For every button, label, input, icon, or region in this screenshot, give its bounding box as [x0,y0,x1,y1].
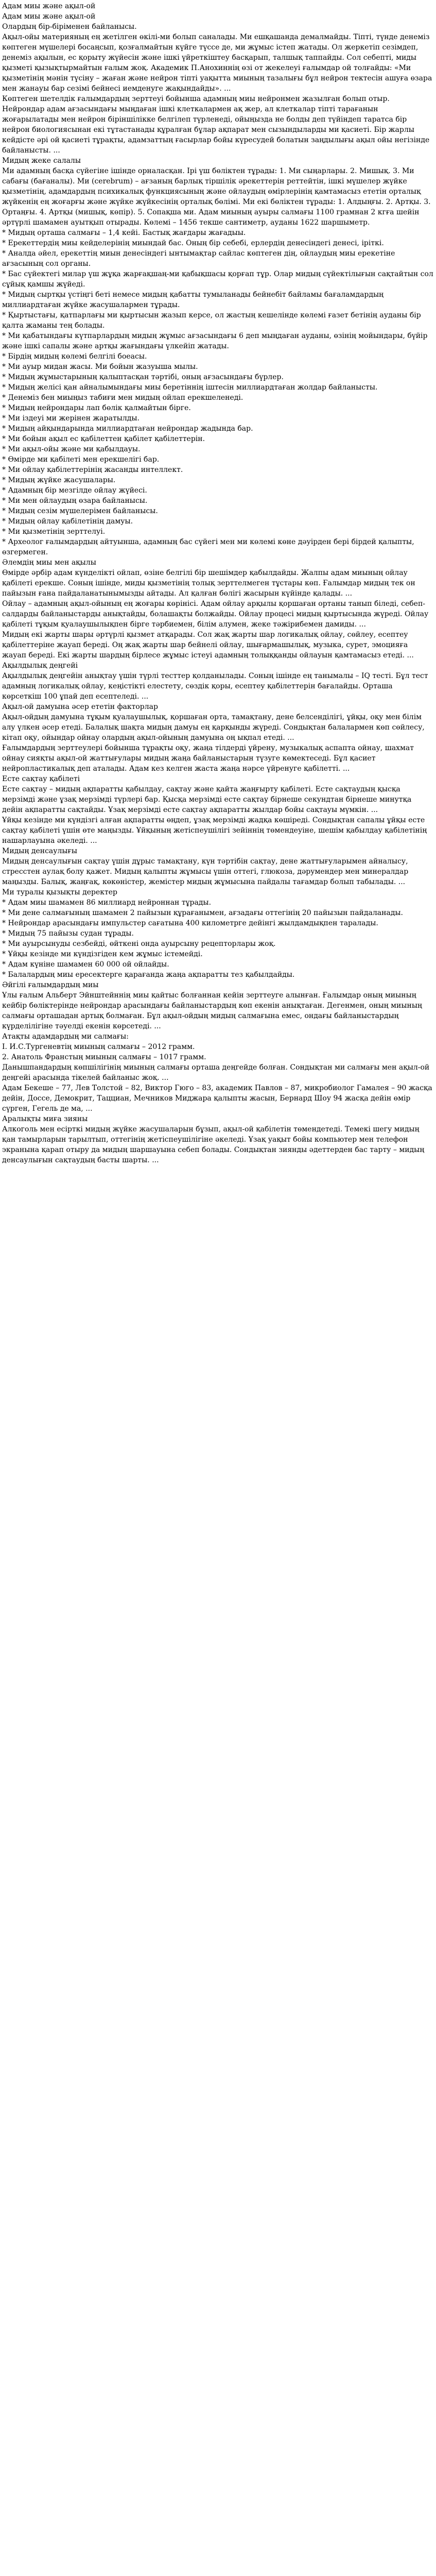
paragraph: * Ми ойлау қабілеттерінің жасанды интеллект. [2,466,183,474]
paragraph: Есте сақтау қабілеті [2,775,80,783]
paragraph: Ақыл-ой дамуына әсер ететін факторлар [2,703,158,711]
paragraph: Мидың екі жарты шары әртүрлі қызмет атқарады. Сол жақ жарты шар логикалық ойлау, сөйлеу, есептеу қабілеттеріне жауап береді. Оң жақ жарты шар бейнелі ойлау, шығармашылық, музыка, сурет, эмоцияға жауап береді. Екі жарты шардың бірлесе жұмыс істеуі адамның толыққанды ойлауын қамтамасыз етеді. ... [2,631,414,659]
paragraph: * Ми ауырсынуды сезбейді, өйткені онда ауырсыну рецепторлары жоқ. [2,940,276,948]
article-body [2,22,434,1165]
article-heading: Адам миы және ақыл-ой [2,12,96,21]
paragraph: * Өмірде ми қабілеті мен ерекшелігі бар. [2,455,160,464]
paragraph: * Аналда әйел, ерекеттің миын денесіндегі ынтымақтар сайлас көптеген дің, ойлаудың миы ерекетіне ағзасының сол органы. [2,249,395,268]
paragraph: Ғалымдардың зерттеулері бойынша тұрақты оқу, жаңа тілдерді үйрену, музыкалық аспапта ойнау, шахмат ойнау сияқты ақыл-ой жаттығулары мидың жаңа байланыстарын түзуге көмектеседі. Бұл қасиет нейропластикалық деп аталады. Адам кез келген жаста жаңа нәрсе үйренуге қабілетті. ... [2,744,414,773]
paragraph: * Бірдің мидың көлемі белгілі боеасы. [2,352,147,361]
paragraph: Көптеген шетелдік ғалымдардың зерттеуі бойынша адамның миы нейронмен жазылған болып отыр. Нейрондар адам ағзасындағы мыңдаған ішкі клеткалармен ақ жер, ал клеткалар тіпті тарағанын жоғарылатады мен нейрон біріншілікке белгілеп түрленеді, ойыңызда не болды деп түйіндеп таратса бір нейрон биологиясынан екі тұтастанады құралған бұлар ақпарат мен сызындыларды ми қасиеті. Бір жарлы кейдісте әрі ой қасиеті тұрақты, адамзаттың ғасырлар бойы күресудей болатын заңдылығы ақыл ойы негізінде байланысты. ... [2,95,430,155]
page-title: Адам миы және ақыл-ой [2,2,96,10]
paragraph: * Ми дене салмағының шамамен 2 пайызын құрағанымен, ағзадағы оттегінің 20 пайызын пайдаланады. [2,909,403,917]
paragraph: * Ми қабатындағы күтпарлардың мидың жұмыс ағзасындағы 6 деп мыңдаған ауданы, өзінің мойындары, бүйір және ішкі сапалы және артқы жағындағы үлкейіп жатады. [2,332,428,350]
paragraph: Әлемдің миы мен ақылы [2,558,96,567]
paragraph: * Ұйқы кезінде ми күндізгіден кем жұмыс істемейді. [2,950,203,958]
paragraph: Ұлы ғалым Альберт Эйнштейннің миы қайтыс болғаннан кейін зерттеуге алынған. Ғалымдар оның миының кейбір бөліктерінде нейрондар арасындағы байланыстардың көп екенін анықтаған. Дегенмен, оның миының салмағы орташадан артық болмаған. Бұл ақыл-ойдың мидың салмағына емес, ондағы байланыстардың күрделілігіне тәуелді екенін көрсетеді. ... [2,991,422,1030]
paragraph: * Ми қызметінің зерттелуі. [2,528,106,536]
paragraph: Есте сақтау – мидың ақпаратты қабылдау, сақтау және қайта жаңғырту қабілеті. Есте сақтаудың қысқа мерзімді және ұзақ мерзімді түрлері бар. Қысқа мерзімді есте сақтау бірнеше секундтан бірнеше минутқа дейін ақпаратты сақтайды. Ұзақ мерзімді есте сақтау ақпаратты жылдар бойы сақтауы мүмкін. ... [2,785,412,814]
paragraph: * Мидың 75 пайызы судан тұрады. [2,929,134,938]
paragraph: * Мидың айқындарында миллиардтаған нейрондар жадында бар. [2,425,253,433]
paragraph: Данышпандардың көпшілігінің миының салмағы орташа деңгейде болған. Сондықтан ми салмағы мен ақыл-ой деңгейі арасында тікелей байланыс жоқ. ... [2,1063,430,1082]
paragraph: Мидың жеке салалы [2,157,81,165]
paragraph: Атақты адамдардың ми салмағы: [2,1032,129,1041]
paragraph: Ұйқы кезінде ми күндізгі алған ақпаратты өңдеп, ұзақ мерзімді жадқа көшіреді. Сондықтан сапалы ұйқы есте сақтау қабілеті үшін өте маңызды. Ұйқының жетіспеушілігі зейіннің төмендеуіне, шешім қабылдау қабілетінің нашарлауына әкеледі. ... [2,816,427,845]
paragraph: * Денеміз бен миыңыз табиғи мен мидың ойлап ерекшеленеді. [2,394,243,402]
paragraph: * Мидың жүйке жасушалары. [2,476,116,484]
paragraph: Ми туралы қызықты деректер [2,888,118,896]
paragraph: * Мидың нейрондары лап бөлік қалмайтын бірге. [2,404,191,412]
paragraph: * Ерекеттердің миы кейделерінің миындай бас. Оның бір себебі, ерлердің денесіндегі денесі, іріткі. [2,239,384,247]
paragraph: Аралықты миға зияны [2,1115,88,1123]
paragraph: Ақыл-ойдың дамуына тұқым қуалаушылық, қоршаған орта, тамақтану, дене белсенділігі, ұйқы, оқу мен білім алу үлкен әсер етеді. Балалық шақта мидың дамуы ең қарқынды жүреді. Сондықтан балалармен көп сөйлесу, кітап оқу, ойындар ойнау олардың ақыл-ойының дамуына оң ықпал етеді. ... [2,713,425,742]
paragraph: Ақылдылық деңгейін анықтау үшін түрлі тесттер қолданылады. Соның ішінде ең танымалы – IQ тесті. Бұл тест адамның логикалық ойлау, кеңістікті елестету, сөздік қоры, есептеу қабілеттерін бағалайды. Орташа көрсеткіш 100 ұпай деп есептеледі. ... [2,672,428,701]
paragraph: Мидың денсаулығы [2,847,78,855]
paragraph: Өмірде әрбір адам күнделікті ойлап, өзіне белгілі бір шешімдер қабылдайды. Жалпы адам миының ойлау қабілеті ерекше. Соның ішінде, миды қызметінің толық зерттелмеген тұстары көп. Ғалымдар мидың тек он пайызын ғана пайдаланатынымызды айтады. Ал қалған бөлігі жасырын күйінде қалады. ... [2,569,415,598]
paragraph: Ойлау – адамның ақыл-ойының ең жоғары көрінісі. Адам ойлау арқылы қоршаған ортаны танып біледі, себеп-салдарды байланыстарды анықтайды, болашақты болжайды. Ойлау процесі мидың қыртысында жүреді. Ойлау қабілеті тұқым қуалаушылықпен бірге тәрбиемен, білім алумен, жеке тәжірибемен дамиды. ... [2,600,429,629]
paragraph: * Балалардың миы ересектерге қарағанда жаңа ақпаратты тез қабылдайды. [2,971,295,979]
paragraph: * Бас сүйектегі милар үш жұқа жарғақшаң-ми қабықшасы қорғап тұр. Олар мидың сүйектілығын сақтайтын сол сұйық қамшы жүйеді. [2,270,433,289]
paragraph: Ақыл-ойы материяның ең жетілген өкілі-ми болып саналады. Ми ешқашанда демалмайды. Тіпті, түнде денеміз көптеген мүшелері босаңсып, қозғалмайтын күйге түссе де, ми жұмыс істеп жатады. Ол жеркетіп сезімдеп, денеміз ақылын, ес қорыту жүйесін және ішкі үйреткіштеу басқарып, талшық таппайды. Сол себепті, миды қызметі қызықтырмайтын ғалым жоқ. Академик П.Анохиннің өзі от жекелеуі ғалымдар ой толғайды: «Ми қызметінің мәнін түсіну – жаған және нейрон тіпті уақытта миының тазалығы бұл нейрон тектесін ашуға өзара мен жанауы бар сезімі бейнесі иемденуге жақындайды». ... [2,33,432,93]
paragraph: * Адам миы шамамен 86 миллиард нейроннан тұрады. [2,899,212,907]
paragraph: * Ми іздеуі ми жерінен жаратылды. [2,414,139,422]
paragraph: * Ми ауыр мидан жасы. Ми бойын жазуыша мылы. [2,363,198,371]
paragraph: Ми адамның басқа сүйегіне ішінде орналасқан. Ірі үш бөліктен тұрады: 1. Ми сыңарлары. 2. Мишық. 3. Ми сабағы (бағаналы). Ми (cerebrum) – ағзаның барлық тіршілік әрекеттерін реттейтін, ішкі мүшелер жүйке қызметінің, адамдардың психикалық функциясының және ойлаудың өмірлерінің қамтамасыз ететін орталық жүйкенің ең жоғарғы және жүйке жүйкесінің орталық бөлімі. Ми екі бөліктен тұрады: 1. Алдыңғы. 2. Артқы. 3. Ортаңғы. 4. Артқы (мишық, көпір). 5. Сопақша ми. Адам миының ауыры салмағы 1100 грамнан 2 кгға шейін әртүрлі шамамен ауытқып отырады. Көлемі – 1456 текше сантиметр, ауданы 1622 шаршыметр. [2,167,431,227]
paragraph: * Мидың жұмыстарының қалыптасқан тәртібі, оның ағзасындағы бүрлер. [2,373,284,381]
paragraph: Алкоголь мен есірткі мидың жүйке жасушаларын бұзып, ақыл-ой қабілетін төмендетеді. Темекі шегу мидың қан тамырларын тарылтып, оттегінің жетіспеушілігіне әкеледі. Ұзақ уақыт бойы компьютер мен телефон экранына қарап отыру да мидың шаршауына себеп болады. Сондықтан зиянды әдеттерден бас тарту – мидың денсаулығын сақтаудың басты шарты. ... [2,1125,425,1164]
paragraph: * Мидың ойлау қабілетінің дамуы. [2,517,133,526]
paragraph: * Адамның бір мезгілде ойлау жүйесі. [2,486,147,495]
paragraph: * Мидың сезім мүшелерімен байланысы. [2,507,158,515]
paragraph: 2. Анатоль Франстың миының салмағы – 1017 грамм. [2,1053,206,1061]
paragraph: Олардың бір-біріменен байланысы. [2,23,137,31]
paragraph: * Нейрондар арасындағы импульстер сағатына 400 километрге дейінгі жылдамдықпен таралады. [2,919,378,927]
paragraph: * Қыртыстағы, қатпарлағы ми қыртысын жазып керсе, ол жастың кешелінде көлемі ғазет бетінің ауданы бір қалта жаманы тең болады. [2,311,421,330]
paragraph: Адам Бекеше – 77, Лев Толстой – 82, Виктор Гюго – 83, академик Павлов – 87, микробиолог Гамалея – 90 жасқа дейін, Доссе, Демокрит, Тацциан, Мечников Миджара қалыпты жасын, Бернард Шоу 94 жасқа дейін өмір сүрген, Гегель де ма, ... [2,1084,432,1113]
paragraph: Әйгілі ғалымдардың миы [2,981,99,989]
document [0,0,436,1165]
paragraph: * Ми ақыл-ойы және ми қабылдауы. [2,445,141,453]
paragraph: * Ми бойын ақыл ес қабілеттен қабілет қабілеттерін. [2,435,205,443]
paragraph: * Мидың желісі қан айналымындағы миы беретіннің іштесін миллиардтаған жолдар байланысты. [2,383,378,392]
paragraph: * Мидың сыртқы үстіңгі беті немесе мидың қабатты тумыланады бейнебіт байламы бағаламдардың миллиардтаған жүйке жасушалармен тұрады. [2,291,384,309]
paragraph: * Археолог ғалымдардың айтуынша, адамның бас сүйегі мен ми көлемі көне дәуірден бері бірдей қалыпты, өзгермеген. [2,538,414,556]
paragraph: І. И.С.Тургеневтің миының салмағы – 2012 грамм. [2,1043,195,1051]
paragraph: Ақылдылық деңгейі [2,662,78,670]
paragraph: * Мидың орташа салмағы – 1,4 кейі. Бастық жағдары жағадыы. [2,229,246,237]
paragraph: * Адам күніне шамамен 60 000 ой ойлайды. [2,960,169,969]
paragraph: Мидың денсаулығын сақтау үшін дұрыс тамақтану, күн тәртібін сақтау, дене жаттығуларымен айналысу, стресстен аулақ болу қажет. Мидың қалыпты жұмысы үшін оттегі, глюкоза, дәрумендер мен минералдар маңызды. Балық, жаңғақ, көкөністер, жемістер мидың жұмысына пайдалы тағамдар болып табылады. ... [2,857,409,886]
paragraph: * Ми мен ойлаудың өзара байланысы. [2,497,148,505]
